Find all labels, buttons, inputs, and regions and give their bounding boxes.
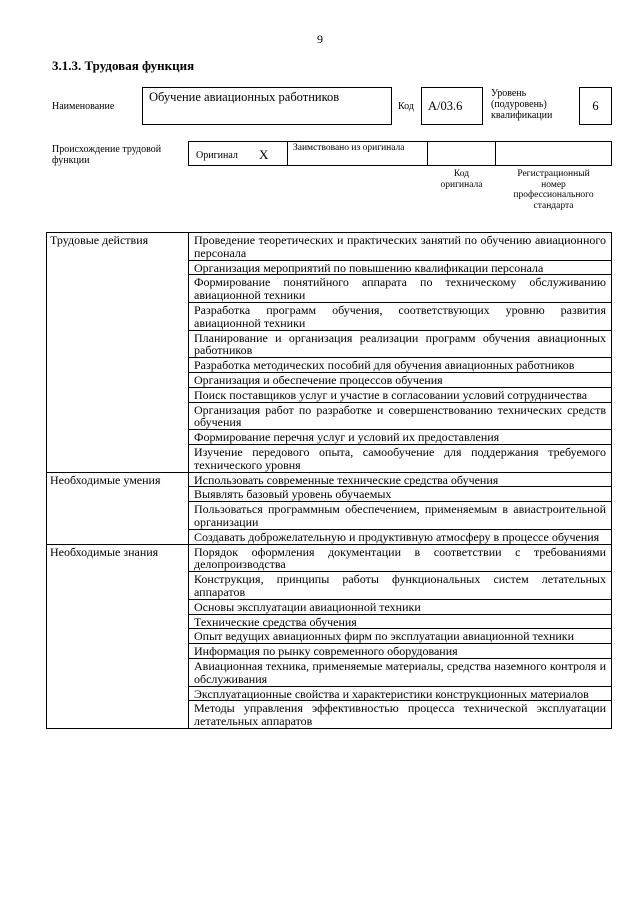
section-item: Методы управления эффективностью процесса технической эксплуатации летательных аппаратов (189, 701, 612, 729)
section-item: Поиск поставщиков услуг и участие в согласовании условий сотрудничества (189, 387, 612, 402)
origin-label: Происхождение трудовой функции (52, 144, 162, 166)
page-number: 9 (317, 32, 323, 46)
section-item: Формирование понятийного аппарата по техническому обслуживанию авиационной техники (189, 275, 612, 303)
section-item: Информация по рынку современного оборудования (189, 644, 612, 659)
table-row (47, 544, 612, 572)
section-heading: Необходимые знания (47, 544, 189, 728)
code-original-label: Код оригинала (440, 169, 483, 190)
section-item: Организация мероприятий по повышению квалификации персонала (189, 260, 612, 275)
level-value: 6 (579, 87, 612, 125)
section-item: Опыт ведущих авиационных фирм по эксплуатации авиационной техники (189, 629, 612, 644)
reg-number-label: Регистрационный номер профессионального стандарта (513, 169, 594, 211)
section-item: Конструкция, принципы работы функциональных систем летательных аппаратов (189, 572, 612, 600)
name-value: Обучение авиационных работников (142, 87, 392, 125)
section-item: Разработка методических пособий для обучения авиационных работников (189, 358, 612, 373)
section-item: Использовать современные технические средства обучения (189, 472, 612, 487)
table-row (47, 472, 612, 487)
section-item: Создавать доброжелательную и продуктивную атмосферу в процессе обучения (189, 529, 612, 544)
code-label: Код (398, 101, 414, 112)
section-item: Основы эксплуатации авиационной техники (189, 599, 612, 614)
code-original-cell (427, 141, 496, 166)
section-item: Технические средства обучения (189, 614, 612, 629)
section-item: Формирование перечня услуг и условий их предоставления (189, 430, 612, 445)
original-label: Оригинал (196, 150, 238, 161)
reg-number-cell (495, 141, 612, 166)
section-item: Пользоваться программным обеспечением, применяемым в авиастроительной организации (189, 502, 612, 530)
section-item: Эксплуатационные свойства и характеристики конструкционных материалов (189, 686, 612, 701)
section-title: 3.1.3. Трудовая функция (52, 58, 195, 73)
original-cell (188, 141, 288, 166)
section-heading: Трудовые действия (47, 233, 189, 473)
section-item: Организация работ по разработке и совершенствованию технических средств обучения (189, 402, 612, 430)
section-item: Выявлять базовый уровень обучаемых (189, 487, 612, 502)
table-row (47, 233, 612, 261)
name-label: Наименование (52, 101, 115, 112)
code-value: A/03.6 (421, 87, 483, 125)
section-item: Организация и обеспечение процессов обучения (189, 372, 612, 387)
section-item: Проведение теоретических и практических занятий по обучению авиационного персонала (189, 233, 612, 261)
function-table (46, 232, 612, 729)
section-item: Планирование и организация реализации программ обучения авиационных работников (189, 330, 612, 358)
section-heading: Необходимые умения (47, 472, 189, 544)
section-item: Разработка программ обучения, соответствующих уровню развития авиационной техники (189, 302, 612, 330)
section-item: Порядок оформления документации в соответствии с требованиями делопроизводства (189, 544, 612, 572)
section-item: Изучение передового опыта, самообучение для поддержания требуемого технического уровня (189, 444, 612, 472)
level-label: Уровень (подуровень) квалификации (491, 88, 553, 121)
original-mark: X (259, 147, 269, 162)
section-item: Авиационная техника, применяемые материалы, средства наземного контроля и обслуживания (189, 658, 612, 686)
borrowed-cell (287, 141, 428, 166)
borrowed-label: Заимствовано из оригинала (293, 143, 405, 153)
